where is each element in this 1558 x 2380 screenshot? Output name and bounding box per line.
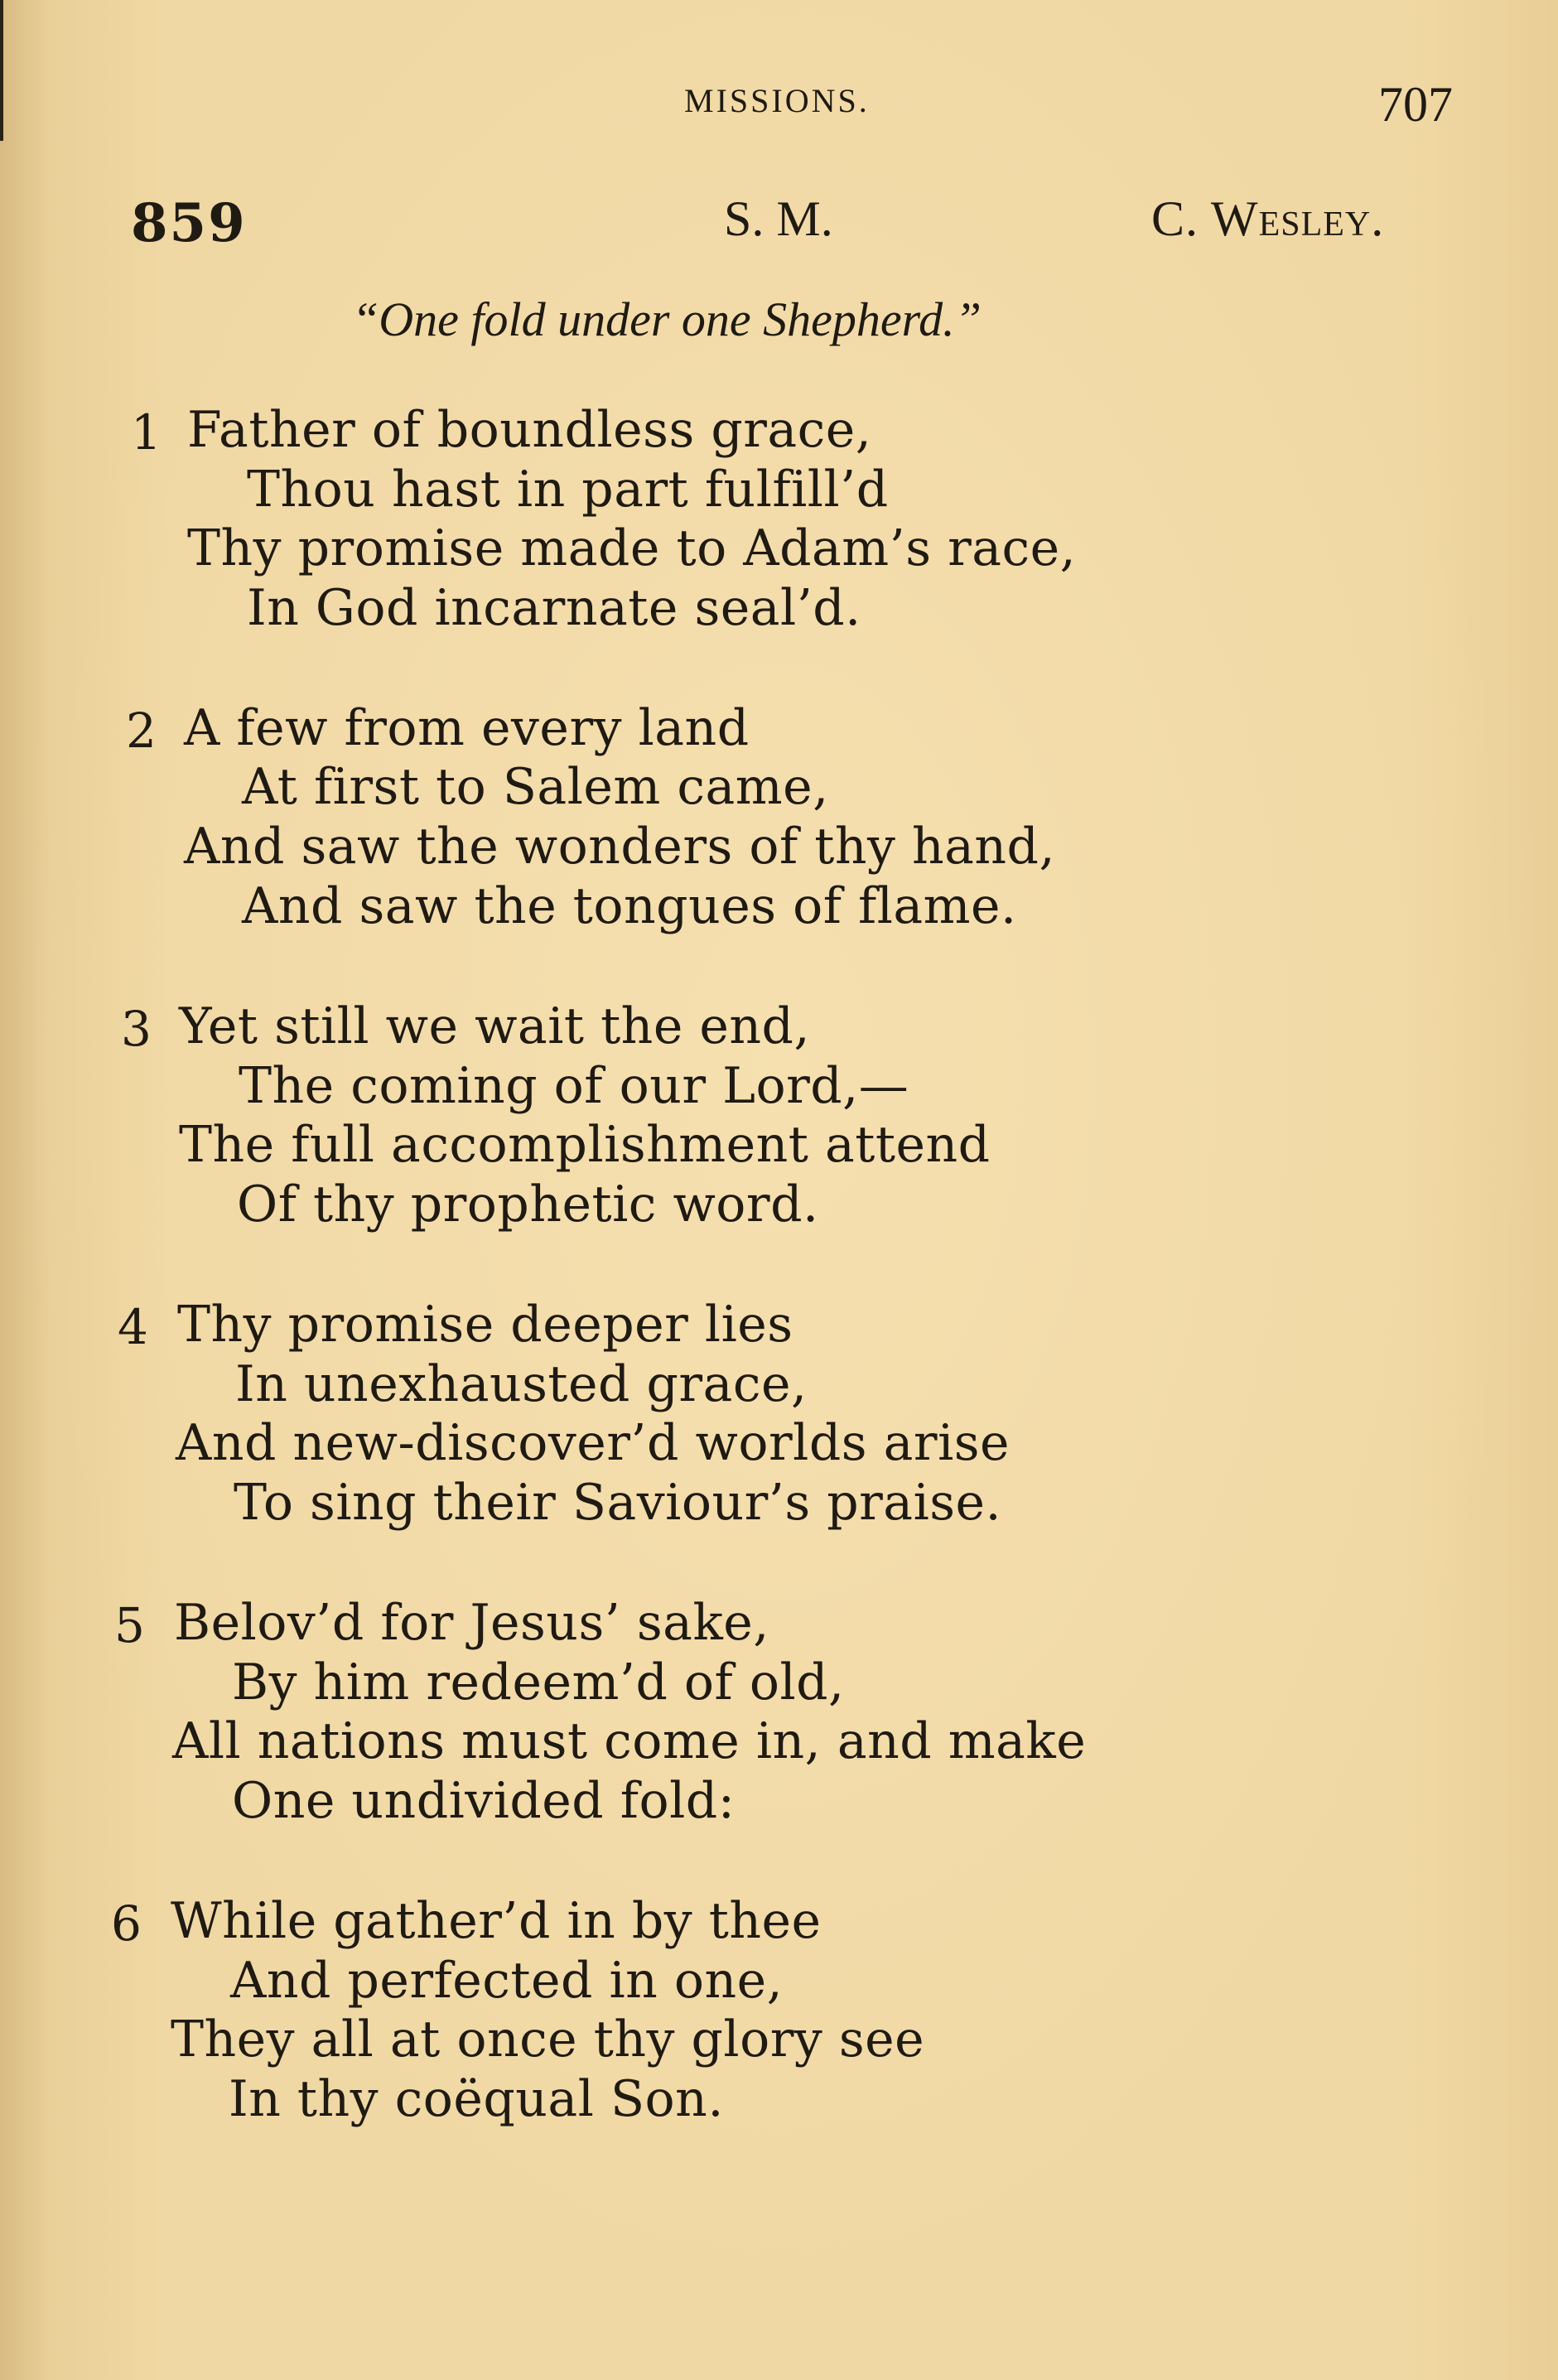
stanza-line: Thou hast in part fulfill’d [247,461,889,519]
page-edge [0,0,10,141]
hymn-number: 859 [131,192,247,254]
hymn-author: C. Wesley. [1151,191,1385,246]
stanza-line: And perfected in one, [230,1952,784,2010]
stanza-line: Of thy prophetic word. [237,1176,819,1233]
stanza-line: Yet still we wait the end, [179,997,811,1055]
stanza-line: And new-discover’d worlds arise [176,1414,1011,1472]
stanza-line: All nations must come in, and make [172,1712,1087,1770]
stanza-line: The coming of our Lord,— [239,1057,909,1115]
hymn-meter: S. M. [724,191,833,246]
stanza-line: Thy promise deeper lies [177,1296,793,1354]
stanza-number: 6 [111,1895,142,1952]
stanza-line: One undivided fold: [232,1772,736,1830]
stanza-line: And saw the wonders of thy hand, [184,818,1056,876]
stanza-line: They all at once thy glory see [171,2011,925,2069]
stanza-line: Father of boundless grace, [187,401,872,459]
stanza-line: Belov’d for Jesus’ sake, [174,1594,769,1652]
stanza-number: 4 [118,1299,148,1355]
stanza-line: While gather’d in by thee [171,1892,822,1950]
stanza-line: In God incarnate seal’d. [247,579,861,637]
running-head: MISSIONS. [684,82,870,119]
stanza-line: By him redeem’d of old, [232,1653,845,1711]
stanza-number: 1 [131,404,162,461]
stanza-line: To sing their Saviour’s praise. [234,1474,1002,1532]
stanza-number: 5 [114,1597,145,1653]
stanza-line: A few from every land [184,699,750,757]
stanza-line: Thy promise made to Adam’s race, [187,519,1077,577]
hymn-title: “One fold under one Shepherd.” [352,292,982,346]
stanza-line: And saw the tongues of flame. [242,877,1017,935]
stanza-line: At first to Salem came, [242,758,829,816]
stanza-line: The full accomplishment attend [179,1116,991,1174]
stanza-number: 2 [126,702,157,759]
stanza-number: 3 [121,1001,152,1057]
page-number: 707 [1378,77,1453,132]
stanza-line: In thy coëqual Son. [229,2070,724,2128]
stanza-line: In unexhausted grace, [235,1355,808,1413]
